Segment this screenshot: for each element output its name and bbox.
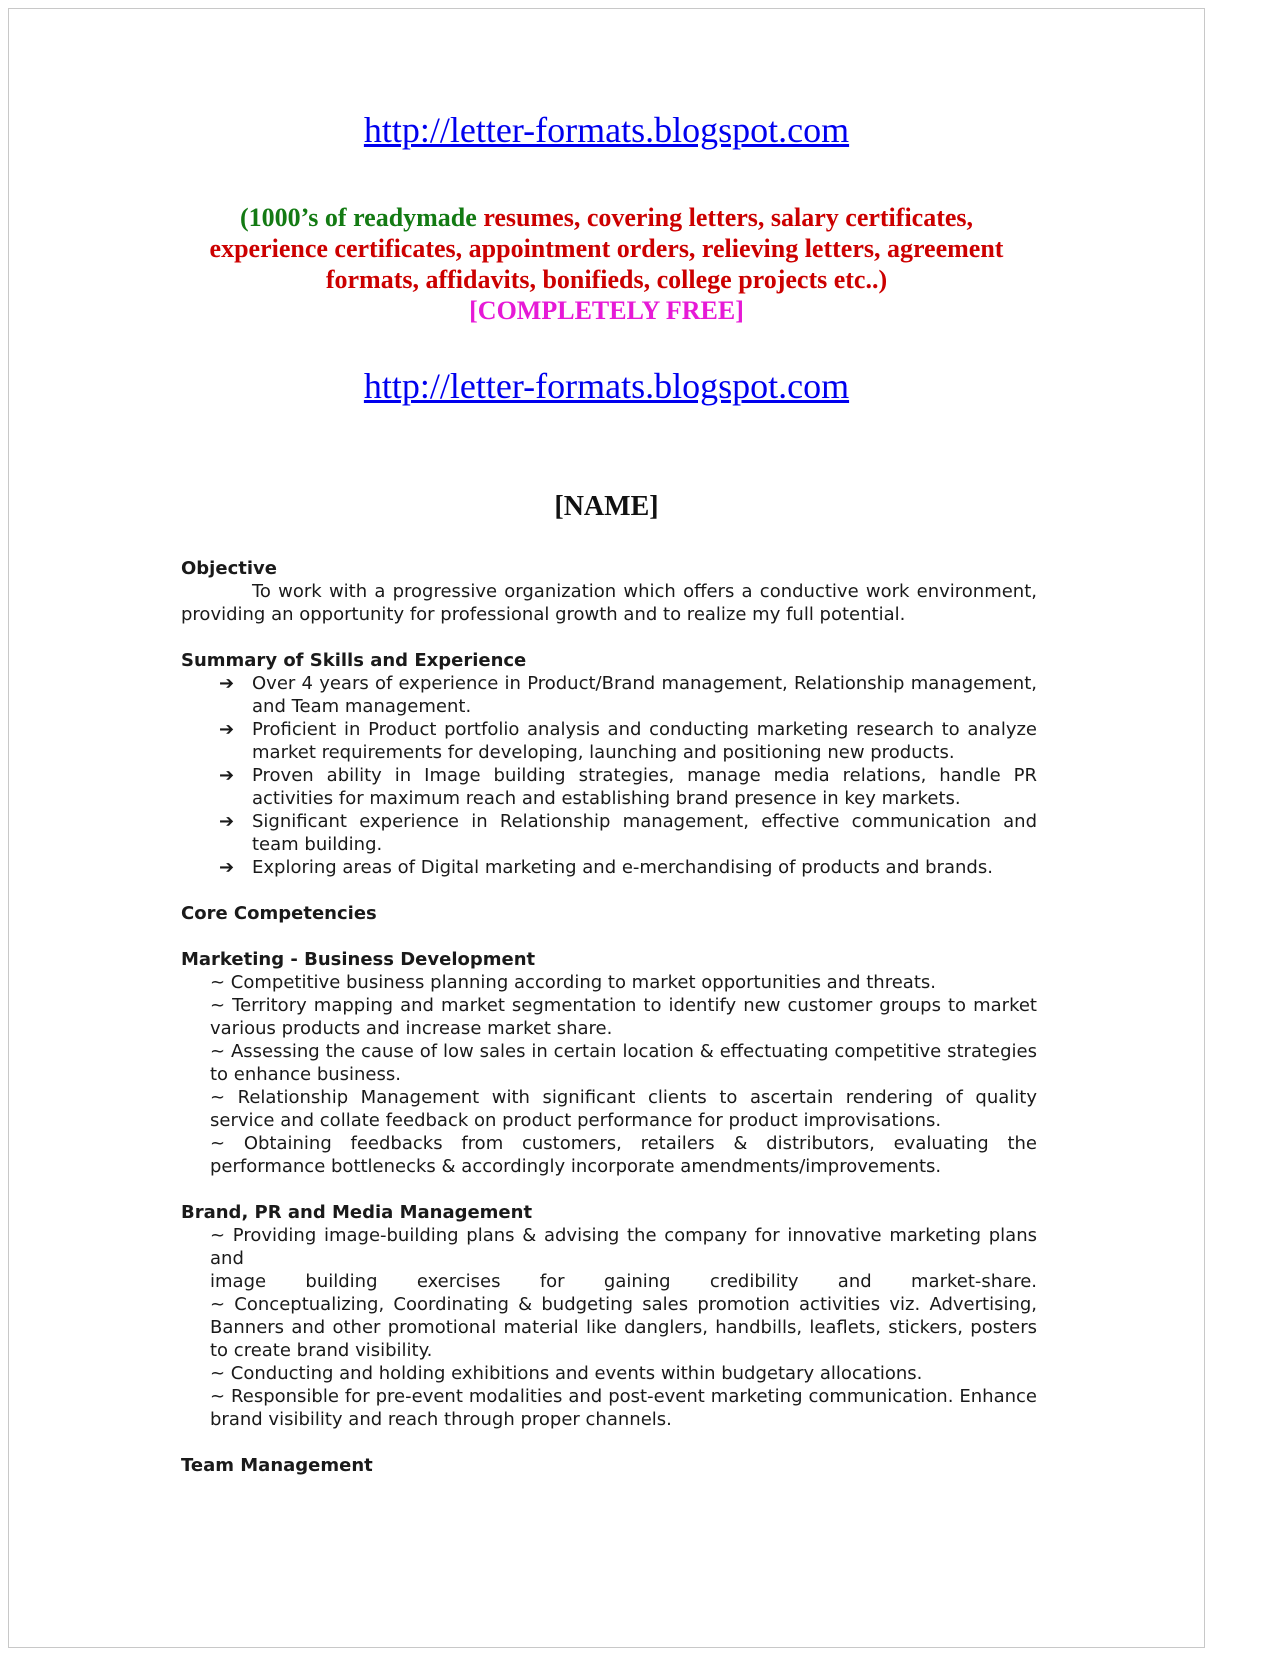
summary-list <box>181 672 1037 879</box>
summary-item: ➔ Proficient in Product portfolio analysis and conducting marketing research to analyze market requirements for developing, launching and positioning new products. <box>219 719 1037 763</box>
promo-line-3: formats, affidavits, bonifieds, college projects etc..) <box>325 265 888 294</box>
promo-line-1 <box>9 202 1204 233</box>
summary-heading: Summary of Skills and Experience <box>181 650 527 671</box>
summary-item: ➔ Over 4 years of experience in Product/Brand management, Relationship management, and Team management. <box>219 673 1037 717</box>
arrow-icon: ➔ <box>219 673 235 694</box>
promo-line-1-rest: resumes, covering letters, salary certificates, <box>483 203 974 232</box>
objective-heading: Objective <box>181 558 277 579</box>
team-management-heading: Team Management <box>181 1455 373 1476</box>
list-item: image building exercises for gaining credibility and market-share. <box>210 1271 1037 1292</box>
objective-text: To work with a progressive organization which offers a conductive work environment, providing an opportunity for professional growth and to realize my full potential. <box>181 581 1037 625</box>
list-item: ~ Providing image-building plans & advising the company for innovative marketing plans and <box>210 1225 1037 1269</box>
site-link-top[interactable]: http://letter-formats.blogspot.com <box>363 110 850 150</box>
promo-free-badge: [COMPLETELY FREE] <box>469 296 744 325</box>
arrow-icon: ➔ <box>219 765 235 786</box>
resume-body <box>181 557 1037 1477</box>
marketing-heading: Marketing - Business Development <box>181 949 536 970</box>
summary-item: ➔ Exploring areas of Digital marketing and e-merchandising of products and brands. <box>219 857 993 878</box>
marketing-list <box>181 971 1037 1178</box>
list-item: ~ Territory mapping and market segmentation to identify new customer groups to market various products and increase market share. <box>210 995 1037 1039</box>
summary-item: ➔ Proven ability in Image building strategies, manage media relations, handle PR activities for maximum reach and establishing brand presence in key markets. <box>219 765 1037 809</box>
list-item: ~ Conducting and holding exhibitions and events within budgetary allocations. <box>210 1363 923 1384</box>
list-item: ~ Obtaining feedbacks from customers, retailers & distributors, evaluating the performance bottlenecks & accordingly incorporate amendments/improvements. <box>210 1133 1037 1177</box>
brand-heading: Brand, PR and Media Management <box>181 1202 533 1223</box>
list-item: ~ Responsible for pre-event modalities and post-event marketing communication. Enhance brand visibility and reach through proper channels. <box>210 1386 1037 1430</box>
list-item: ~ Conceptualizing, Coordinating & budgeting sales promotion activities viz. Advertising, Banners and other promotional material like danglers, handbills, leaflets, stickers, posters to create brand visibility. <box>210 1294 1037 1361</box>
list-item: ~ Competitive business planning according to market opportunities and threats. <box>210 972 936 993</box>
resume-name: [NAME] <box>554 491 659 522</box>
arrow-icon: ➔ <box>219 719 235 740</box>
document-page <box>8 8 1205 1648</box>
promo-line-2: experience certificates, appointment orders, relieving letters, agreement <box>209 234 1004 263</box>
list-item: ~ Relationship Management with significant clients to ascertain rendering of quality service and collate feedback on product performance for product improvisations. <box>210 1087 1037 1131</box>
site-link-bottom[interactable]: http://letter-formats.blogspot.com <box>363 366 850 406</box>
core-competencies-heading: Core Competencies <box>181 903 377 924</box>
arrow-icon: ➔ <box>219 811 235 832</box>
brand-list <box>181 1224 1037 1431</box>
promo-text <box>9 202 1204 326</box>
list-item: ~ Assessing the cause of low sales in certain location & effectuating competitive strategies to enhance business. <box>210 1041 1037 1085</box>
summary-item: ➔ Significant experience in Relationship management, effective communication and team building. <box>219 811 1037 855</box>
arrow-icon: ➔ <box>219 857 235 878</box>
promo-part-1: (1000’s of readymade <box>239 203 484 232</box>
